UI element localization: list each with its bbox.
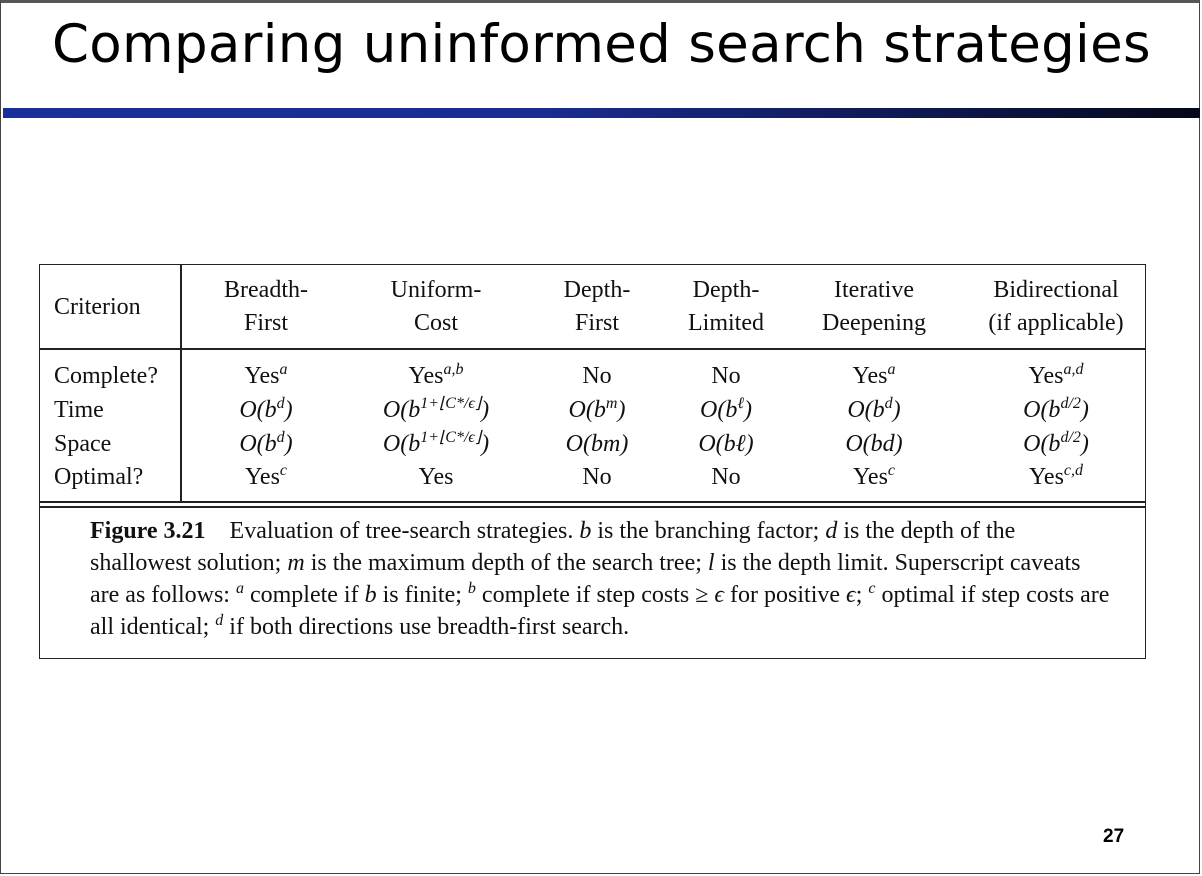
page-number: 27 [1103,826,1125,847]
complete-bidirectional: Yes$^{a,d}$ [1028,361,1084,389]
time-uniform-cost: $O(b^{1+⌊C*/\epsilon⌋})$ [382,395,490,423]
criterion-header: Criterion [54,294,141,320]
time-bidirectional: $O(b^{d/2})$ [1023,395,1089,423]
optimal-depth-limited: No [711,464,741,490]
optimal-uniform-cost: Yes [418,464,454,490]
optimal-depth-first: No [582,464,612,490]
col-header-uniform-cost-1: Uniform- [390,277,482,303]
slide-title: Comparing uninformed search strategies [52,14,1151,75]
time-breadth-first: $O(b^d)$ [239,395,293,423]
row-label-time: Time [54,397,104,423]
col-header-iterative-deepening-1: Iterative [834,277,914,303]
complete-iterative-deepening: Yes$^a$ [852,361,896,389]
search-strategies-table [39,264,1146,659]
space-bidirectional: $O(b^{d/2})$ [1023,429,1089,457]
col-header-depth-limited-2: Limited [688,310,764,336]
space-iterative-deepening: O(bd) [845,431,903,457]
time-depth-first: $O(b^m)$ [568,395,626,423]
col-header-depth-first-1: Depth- [563,277,631,303]
row-label-complete: Complete? [54,363,158,389]
col-header-uniform-cost-2: Cost [413,310,459,336]
space-depth-limited: O(bℓ) [698,431,754,457]
title-rule [3,108,1200,118]
complete-depth-first: No [582,363,612,389]
optimal-iterative-deepening: Yes$^c$ [852,462,896,490]
col-header-depth-first-2: First [574,310,620,336]
row-label-space: Space [54,431,112,457]
optimal-breadth-first: Yes$^c$ [244,462,288,490]
time-iterative-deepening: $O(b^d)$ [847,395,901,423]
figure-label: Figure 3.21 [90,518,206,544]
row-label-optimal: Optimal? [54,464,144,490]
complete-uniform-cost: Yes$^{a,b}$ [408,361,464,389]
figure-caption: Figure 3.21 Evaluation of tree-search strategies. b is the branching factor; d is the depth of the shallowest solution; m is the maximum depth of the search tree; l is the depth limit. Superscript caveats are as follows: $^a$ complete if b is finite; $^b$ complete if step costs ≥ ϵ for positive ϵ; $^c$ optimal if step costs are all identical; $^d$ if both directions use breadth-first search. [90,518,1110,640]
col-header-breadth-first-2: First [243,310,289,336]
col-header-depth-limited-1: Depth- [692,277,760,303]
time-depth-limited: $O(b^\ell)$ [700,395,752,423]
col-header-iterative-deepening-2: Deepening [822,310,926,336]
header-rule [40,348,1145,350]
space-depth-first: O(bm) [565,431,629,457]
body-rule-2 [40,506,1145,508]
criterion-column-divider [180,265,182,502]
col-header-breadth-first-1: Breadth- [224,277,308,303]
complete-breadth-first: Yes$^a$ [244,361,288,389]
complete-depth-limited: No [711,363,741,389]
space-breadth-first: $O(b^d)$ [239,429,293,457]
col-header-bidirectional-2: (if applicable) [988,310,1124,336]
col-header-bidirectional-1: Bidirectional [993,277,1119,303]
optimal-bidirectional: Yes$^{c,d}$ [1028,462,1084,490]
body-rule-1 [40,501,1145,503]
space-uniform-cost: $O(b^{1+⌊C*/\epsilon⌋})$ [382,429,490,457]
